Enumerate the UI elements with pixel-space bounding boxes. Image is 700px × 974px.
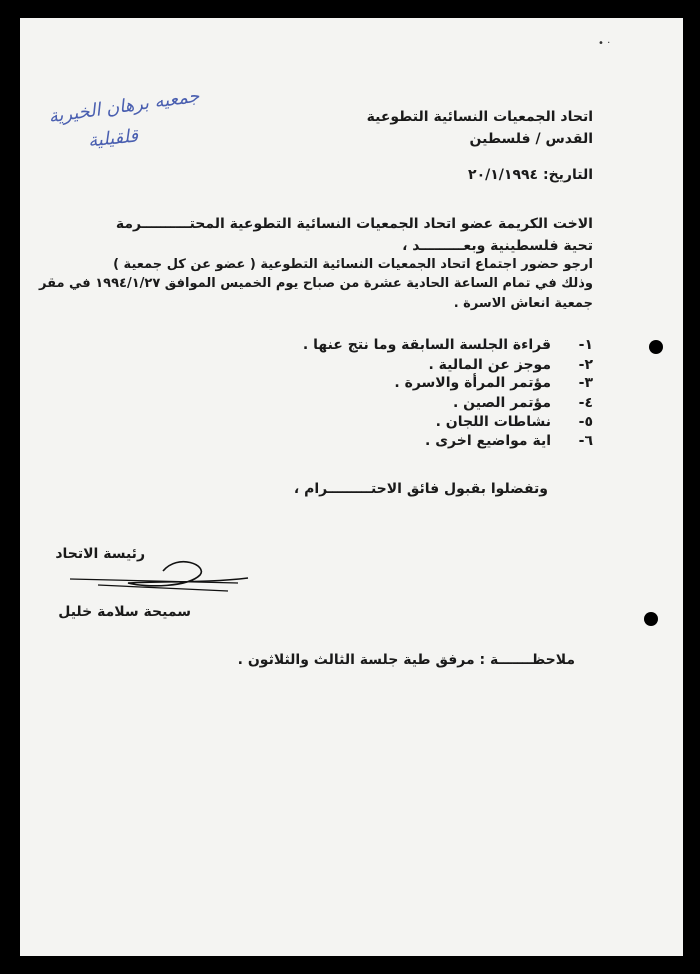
agenda-item xyxy=(428,356,593,374)
punch-hole-bottom xyxy=(644,612,658,626)
org-name: اتحاد الجمعيات النسائية التطوعية xyxy=(366,109,593,125)
letter-date: التاريخ: ٢٠/١/١٩٩٤ xyxy=(468,167,593,183)
handwritten-note-line2: قلقيلية xyxy=(87,125,140,152)
location: القدس / فلسطين xyxy=(469,131,593,147)
agenda-item-text: موجز عن المالية . xyxy=(428,357,551,373)
agenda-item xyxy=(303,336,593,354)
agenda-item-number: ٤- xyxy=(578,395,593,411)
agenda-item-text: مؤتمر المرأة والاسرة . xyxy=(394,375,551,391)
signature-title: رئيسة الاتحاد xyxy=(55,546,145,562)
paragraph-line-1: ارجو حضور اجتماع اتحاد الجمعيات النسائية التطوعية ( عضو عن كل جمعية ) xyxy=(113,257,593,272)
agenda-item xyxy=(425,432,593,450)
paragraph-line-3: جمعية انعاش الاسرة . xyxy=(453,296,593,311)
attachment-note: ملاحظـــــــة : مرفق طية جلسة الثالث والثلاثون . xyxy=(237,652,575,668)
agenda-item-text: نشاطات اللجان . xyxy=(435,414,551,430)
agenda-item-text: مؤتمر الصين . xyxy=(452,395,551,411)
signatory-name: سميحة سلامة خليل xyxy=(58,604,191,620)
handwritten-note-line1: جمعيه برهان الخيرية xyxy=(47,85,201,128)
agenda-item-number: ٢- xyxy=(578,357,593,373)
agenda-item-text: اية مواضيع اخرى . xyxy=(425,433,551,449)
agenda-item xyxy=(394,374,593,392)
agenda-item-number: ٥- xyxy=(578,414,593,430)
closing: وتفضلوا بقبول فائق الاحتـــــــــرام ، xyxy=(293,481,548,497)
salutation: الاخت الكريمة عضو اتحاد الجمعيات النسائية التطوعية المحتــــــــــرمة xyxy=(115,216,593,232)
agenda-item xyxy=(436,413,593,431)
agenda-item-number: ١- xyxy=(578,337,593,353)
agenda-item xyxy=(453,394,593,412)
letter-page xyxy=(20,18,683,956)
signature-scribble xyxy=(68,543,253,598)
agenda-item-number: ٦- xyxy=(578,433,593,449)
corner-mark: • · xyxy=(598,38,611,49)
greeting: تحية فلسطينية وبعـــــــــد ، xyxy=(402,238,593,254)
agenda-item-text: قراءة الجلسة السابقة وما نتج عنها . xyxy=(302,337,551,353)
punch-hole-top xyxy=(649,340,663,354)
paragraph-line-2: وذلك في تمام الساعة الحادية عشرة من صباح يوم الخميس الموافق ١٩٩٤/١/٢٧ في مقر xyxy=(39,276,593,291)
agenda-item-number: ٣- xyxy=(578,375,593,391)
